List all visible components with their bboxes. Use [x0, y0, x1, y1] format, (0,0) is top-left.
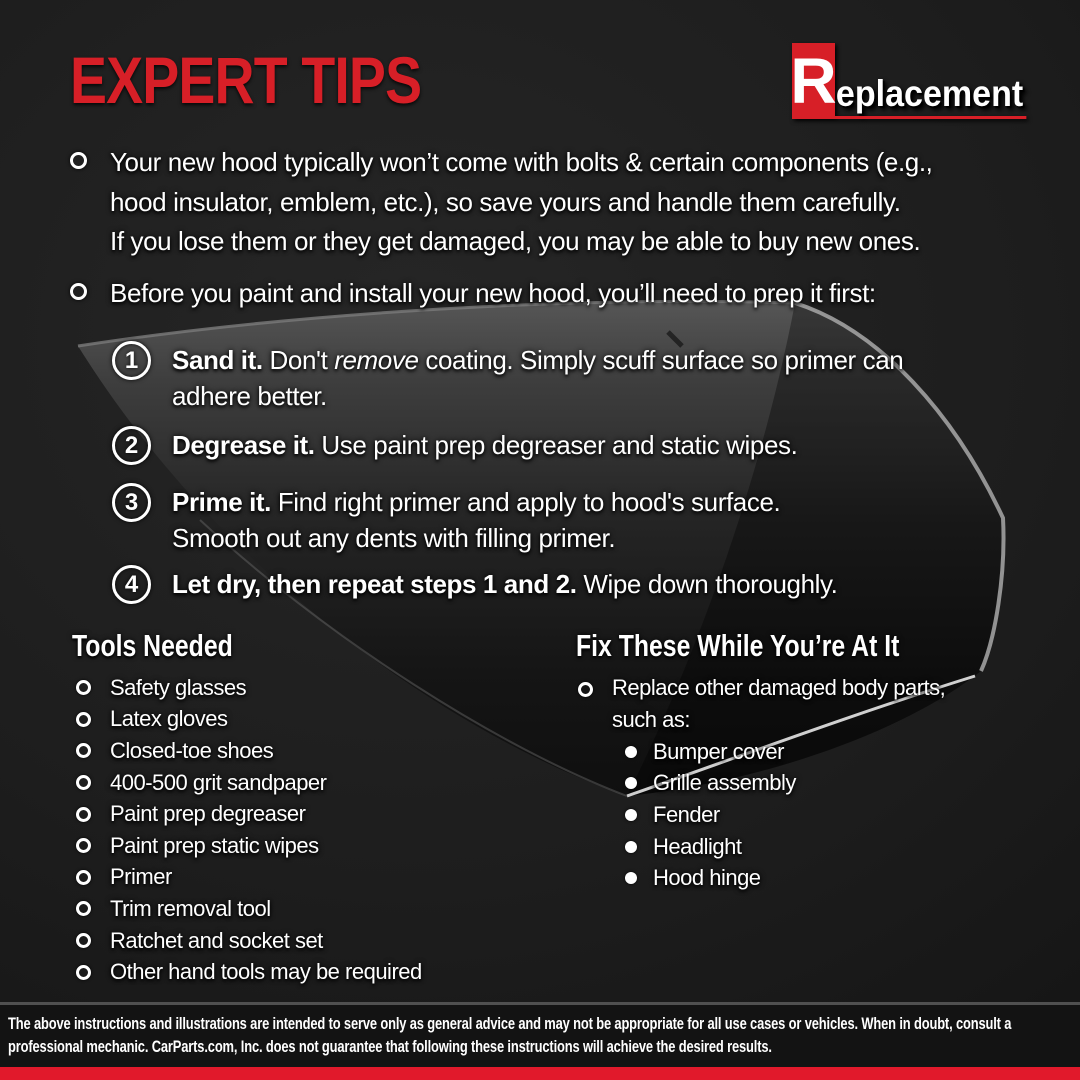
dot-bullet-icon: [625, 841, 637, 853]
step-bold-lead: Prime it.: [172, 487, 271, 517]
dot-bullet-icon: [625, 777, 637, 789]
list-item: Paint prep static wipes: [76, 830, 422, 862]
step-text: Let dry, then repeat steps 1 and 2. Wipe down thoroughly.: [172, 569, 838, 599]
text-line: professional mechanic. CarParts.com, Inc. does not guarantee that following these instructions will achieve the desired results.: [8, 1037, 772, 1056]
circle-bullet-icon: [76, 870, 91, 885]
bottom-red-bar: [0, 1067, 1080, 1080]
dot-bullet-icon: [625, 872, 637, 884]
fix-heading: Fix These While You’re At It: [576, 628, 900, 663]
prep-step: [112, 566, 1012, 604]
intro-bullet: [70, 143, 933, 262]
circle-bullet-icon: [76, 775, 91, 790]
logo-wordmark: eplacement: [835, 75, 1026, 119]
circle-bullet-icon: [578, 682, 593, 697]
list-item: Hood hinge: [625, 862, 796, 894]
text-line: Replace other damaged body parts,: [612, 675, 946, 700]
list-item: Paint prep degreaser: [76, 798, 422, 830]
list-item: Bumper cover: [625, 736, 796, 768]
fix-lead-text: [612, 672, 945, 735]
text-line: such as:: [612, 706, 690, 732]
list-item: Closed-toe shoes: [76, 735, 422, 767]
list-item: Primer: [76, 862, 422, 894]
prep-step: [112, 342, 1012, 414]
circle-bullet-icon: [76, 680, 91, 695]
dot-bullet-icon: [625, 809, 637, 821]
list-item: Grille assembly: [625, 768, 796, 800]
text-line: hood insulator, emblem, etc.), so save yours and handle them carefully.: [110, 186, 901, 217]
disclaimer-text: [8, 1012, 1011, 1058]
circle-bullet-icon: [76, 933, 91, 948]
intro-bullet-text: [110, 143, 933, 262]
intro-bullet: [70, 274, 876, 314]
step-number-badge: 1: [112, 341, 151, 380]
step-text: Degrease it. Use paint prep degreaser and static wipes.: [172, 430, 798, 460]
footer-divider: [0, 1002, 1080, 1005]
text-line: Before you paint and install your new hood, you’ll need to prep it first:: [110, 278, 876, 308]
tools-list: [76, 672, 422, 988]
step-text: Sand it. Don't remove coating. Simply scuff surface so primer can adhere better.: [172, 342, 1012, 414]
page-title: EXPERT TIPS: [70, 43, 422, 117]
circle-bullet-icon: [76, 807, 91, 822]
circle-bullet-icon: [70, 152, 87, 169]
list-item: 400-500 grit sandpaper: [76, 767, 422, 799]
text-line: The above instructions and illustrations are intended to serve only as general advice and may not be appropriate for all use cases or vehicles. When in doubt, consult a: [8, 1014, 1012, 1033]
step-bold-lead: Let dry, then repeat steps 1 and 2.: [172, 569, 577, 599]
list-item: Headlight: [625, 831, 796, 863]
step-number-badge: 3: [112, 483, 151, 522]
fix-lead-bullet: [578, 672, 945, 735]
list-item: Other hand tools may be required: [76, 956, 422, 988]
circle-bullet-icon: [76, 712, 91, 727]
intro-bullet-text: [110, 274, 876, 314]
text-line: Smooth out any dents with filling primer.: [172, 523, 616, 553]
prep-step: [112, 484, 1012, 556]
step-number-badge: 4: [112, 565, 151, 604]
step-bold-lead: Sand it.: [172, 345, 263, 375]
circle-bullet-icon: [76, 901, 91, 916]
prep-step: [112, 427, 1012, 465]
circle-bullet-icon: [76, 838, 91, 853]
text-line: If you lose them or they get damaged, you may be able to buy new ones.: [110, 226, 921, 256]
list-item: Ratchet and socket set: [76, 925, 422, 957]
step-bold-lead: Degrease it.: [172, 430, 315, 460]
step-number-badge: 2: [112, 426, 151, 465]
circle-bullet-icon: [70, 283, 87, 300]
list-item: Latex gloves: [76, 704, 422, 736]
text-line: adhere better.: [172, 381, 327, 411]
fix-sublist: [625, 736, 796, 894]
list-item: Trim removal tool: [76, 893, 422, 925]
replacement-logo: [792, 43, 1043, 119]
step-text: Prime it. Find right primer and apply to hood's surface. Smooth out any dents with filling primer.: [172, 484, 1012, 556]
tools-heading: Tools Needed: [72, 628, 233, 663]
circle-bullet-icon: [76, 965, 91, 980]
list-item: Fender: [625, 799, 796, 831]
dot-bullet-icon: [625, 746, 637, 758]
circle-bullet-icon: [76, 743, 91, 758]
list-item: Safety glasses: [76, 672, 422, 704]
logo-r-mark: R: [790, 45, 837, 117]
text-line: Your new hood typically won’t come with bolts & certain components (e.g.,: [110, 147, 933, 177]
